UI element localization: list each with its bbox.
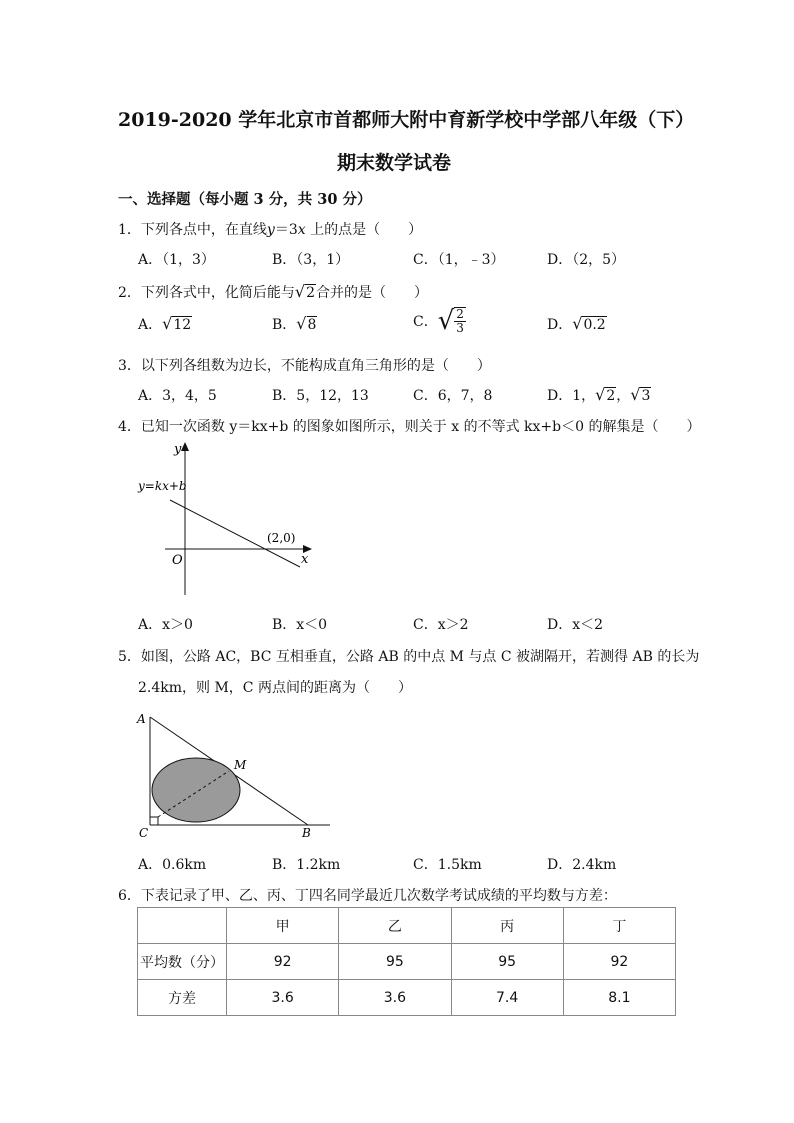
q5-triangle-figure	[130, 705, 340, 845]
table-row-label: 平均数（分）	[138, 944, 227, 980]
table-cell: 95	[339, 944, 451, 980]
y-axis-arrow	[181, 442, 189, 451]
q1-option-a: A．（1，3）	[138, 252, 215, 268]
question-2-stem: 2．下列各式中，化简后能与√2合并的是（ ）	[118, 282, 429, 301]
q1-option-d: D．（2，5）	[547, 252, 626, 268]
q2-option-d: D．√0.2	[547, 314, 606, 333]
q5-option-c: C．1.5km	[413, 857, 482, 873]
table-row-label: 方差	[138, 980, 227, 1016]
question-3-stem: 3．以下列各组数为边长，不能构成直角三角形的是（ ）	[118, 358, 491, 374]
intercept-label: (2,0)	[267, 531, 296, 545]
label-c: C	[139, 826, 149, 840]
q1-option-b: B．（3，1）	[272, 252, 350, 268]
q3-option-a: A．3，4，5	[138, 388, 217, 404]
x-axis-label: x	[301, 552, 309, 567]
origin-label: O	[172, 553, 183, 568]
q4-option-d: D．x＜2	[547, 617, 604, 633]
q2-option-c: C．√ $\frac{2}{3}$	[413, 306, 464, 336]
table-header-cell: 甲	[227, 908, 339, 944]
q4-option-b: B．x＜0	[272, 617, 328, 633]
table-row	[138, 944, 676, 980]
label-m: M	[234, 758, 247, 772]
label-a: A	[137, 712, 146, 726]
q4-option-a: A．x＞0	[138, 617, 193, 633]
question-5-stem-line2: 2.4km，则 M，C 两点间的距离为（ ）	[138, 680, 412, 696]
q2-option-b: B．√8	[272, 314, 317, 333]
q1-option-c: C．（1，﹣3）	[413, 252, 505, 268]
sqrt-2: √2	[294, 282, 316, 301]
q3-option-b: B．5，12，13	[272, 388, 369, 404]
y-axis-label: y	[174, 442, 182, 457]
table-cell: 3.6	[227, 980, 339, 1016]
table-header-cell: 丙	[451, 908, 563, 944]
table-header-row	[138, 908, 676, 944]
table-row	[138, 980, 676, 1016]
q5-option-a: A．0.6km	[138, 857, 207, 873]
question-5-stem-line1: 5．如图，公路 AC，BC 互相垂直，公路 AB 的中点 M 与点 C 被湖隔开，若测得 AB 的长为	[118, 649, 700, 665]
page-title-line2: 期末数学试卷	[337, 152, 452, 174]
section-heading: 一、选择题（每小题 3 分，共 30 分）	[118, 191, 372, 208]
q3-option-d: D．1，√2，√3	[547, 385, 651, 404]
q5-option-b: B．1.2km	[272, 857, 341, 873]
page-title-line1: 2019-2020 学年北京市首都师大附中育新学校中学部八年级（下）	[118, 109, 695, 131]
q4-linear-graph	[130, 440, 320, 600]
question-4-stem: 4．已知一次函数 y＝kx+b 的图象如图所示，则关于 x 的不等式 kx+b＜0 的解集是（ ）	[118, 419, 701, 435]
q4-option-c: C．x＞2	[413, 617, 469, 633]
question-1-stem: 1．下列各点中，在直线y＝3x 上的点是（ ）	[118, 222, 423, 238]
question-6-stem: 6．下表记录了甲、乙、丙、丁四名同学最近几次数学考试成绩的平均数与方差：	[118, 888, 617, 904]
table-header-cell: 丁	[563, 908, 675, 944]
table-cell: 92	[227, 944, 339, 980]
table-cell: 3.6	[339, 980, 451, 1016]
score-table	[137, 907, 676, 1016]
table-header-cell: 乙	[339, 908, 451, 944]
label-b: B	[302, 826, 311, 840]
q5-option-d: D．2.4km	[547, 857, 617, 873]
table-cell: 92	[563, 944, 675, 980]
table-header-cell	[138, 908, 227, 944]
q2-option-a: A．√12	[138, 314, 192, 333]
right-angle-mark	[150, 817, 158, 825]
q3-option-c: C．6，7，8	[413, 388, 493, 404]
line-label: y=kx+b	[138, 479, 187, 493]
table-cell: 8.1	[563, 980, 675, 1016]
table-cell: 7.4	[451, 980, 563, 1016]
table-cell: 95	[451, 944, 563, 980]
